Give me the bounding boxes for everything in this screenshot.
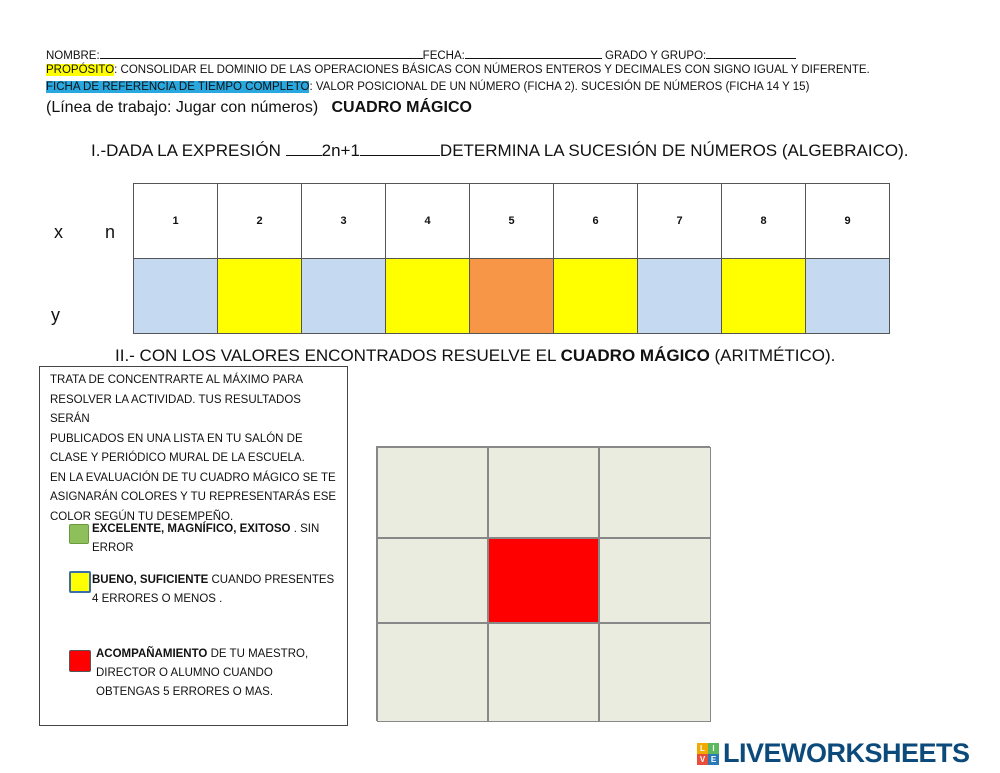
blank-2 — [360, 141, 440, 156]
ficha-text: : VALOR POSICIONAL DE UN NÚMERO (FICHA 2). SUCESIÓN DE NÚMEROS (FICHA 14 Y 15) — [309, 81, 810, 93]
legend-bueno-bold: BUENO, SUFICIENTE — [92, 574, 209, 586]
section2-instruction — [115, 346, 835, 366]
section1-instruction — [91, 141, 908, 161]
legend-acompanamiento-text2: DIRECTOR O ALUMNO CUANDO — [96, 667, 273, 679]
note-line: RESOLVER LA ACTIVIDAD. TUS RESULTADOS SERÁN — [50, 393, 301, 425]
logo-letter: V — [697, 754, 708, 765]
fecha-field[interactable] — [465, 47, 602, 59]
y-input-cell[interactable] — [134, 259, 218, 334]
blank-1 — [286, 141, 322, 156]
y-input-cell[interactable] — [722, 259, 806, 334]
n-cell: 1 — [134, 184, 218, 259]
magic-cell[interactable] — [599, 623, 711, 722]
label-y: y — [51, 305, 60, 325]
section2-bold: CUADRO MÁGICO — [560, 346, 710, 365]
n-cell: 6 — [554, 184, 638, 259]
magic-cell[interactable] — [377, 538, 488, 623]
legend-bueno-text: CUANDO PRESENTES — [208, 574, 335, 586]
n-cell: 7 — [638, 184, 722, 259]
magic-cell[interactable] — [488, 623, 599, 722]
n-cell: 9 — [806, 184, 890, 259]
cuadro-title: CUADRO MÁGICO — [331, 99, 472, 116]
header-line-ficha — [46, 81, 809, 93]
nombre-label: NOMBRE: — [46, 50, 100, 62]
y-row — [134, 259, 890, 334]
note-line: ASIGNARÁN COLORES Y TU REPRESENTARÁS ESE — [50, 491, 337, 503]
magic-cell[interactable] — [377, 623, 488, 722]
legend-acompanamiento — [96, 645, 308, 702]
label-n: n — [105, 222, 116, 242]
section2-suffix: (ARITMÉTICO). — [709, 346, 836, 365]
logo-text: LIVEWORKSHEETS — [723, 738, 970, 768]
legend-bueno — [92, 571, 334, 609]
magic-cell[interactable] — [488, 447, 599, 538]
y-input-cell[interactable] — [302, 259, 386, 334]
magic-cell[interactable] — [599, 447, 711, 538]
proposito-label: PROPÓSITO — [46, 64, 115, 76]
legend-excelente-bold: EXCELENTE, MAGNÍFICO, EXITOSO — [92, 523, 291, 535]
instructions-box — [39, 366, 348, 726]
label-x: x — [54, 222, 63, 242]
y-input-cell[interactable] — [554, 259, 638, 334]
fecha-label: FECHA: — [422, 50, 465, 62]
grado-label: GRADO Y GRUPO: — [605, 50, 707, 62]
n-cell: 4 — [386, 184, 470, 259]
note-line: CLASE Y PERIÓDICO MURAL DE LA ESCUELA. — [50, 452, 305, 464]
nombre-field[interactable] — [100, 47, 423, 59]
y-input-cell[interactable] — [806, 259, 890, 334]
linea-text: (Línea de trabajo: Jugar con números) — [46, 99, 319, 116]
logo-letter: I — [708, 743, 719, 754]
grado-field[interactable] — [706, 47, 796, 59]
y-input-cell[interactable] — [470, 259, 554, 334]
liveworksheets-logo — [697, 738, 970, 769]
yellow-swatch — [69, 571, 91, 593]
magic-cell[interactable] — [599, 538, 711, 623]
n-cell: 3 — [302, 184, 386, 259]
legend-excelente-text: . SIN — [290, 523, 320, 535]
ficha-label: FICHA DE REFERENCIA DE TIEMPO COMPLETO — [46, 81, 310, 93]
magic-cell-center[interactable] — [488, 538, 599, 623]
proposito-text: : CONSOLIDAR EL DOMINIO DE LAS OPERACIONES BÁSICAS CON NÚMEROS ENTEROS Y DECIMALES CON SIGNO IGUAL Y DIFERENTE. — [114, 64, 870, 76]
note-line: COLOR SEGÚN TU DESEMPEÑO. — [50, 510, 234, 523]
legend-excelente-text2: ERROR — [92, 542, 134, 554]
header-line-proposito — [46, 64, 870, 76]
y-input-cell[interactable] — [218, 259, 302, 334]
section1-suffix: DETERMINA LA SUCESIÓN DE NÚMEROS (ALGEBRAICO). — [439, 141, 909, 160]
logo-mark-icon — [697, 743, 719, 765]
y-input-cell[interactable] — [386, 259, 470, 334]
magic-cell[interactable] — [377, 447, 488, 538]
section2-prefix: II.- CON LOS VALORES ENCONTRADOS RESUELVE EL — [115, 346, 561, 365]
red-swatch — [69, 650, 91, 672]
note-line: TRATA DE CONCENTRARTE AL MÁXIMO PARA — [50, 374, 304, 386]
note-line: EN LA EVALUACIÓN DE TU CUADRO MÁGICO SE TE — [50, 471, 336, 484]
y-input-cell[interactable] — [638, 259, 722, 334]
n-cell: 5 — [470, 184, 554, 259]
sequence-table — [133, 183, 890, 334]
legend-excelente — [92, 520, 319, 558]
note-line: PUBLICADOS EN UNA LISTA EN TU SALÓN DE — [50, 432, 303, 445]
header-line-linea — [46, 99, 472, 117]
legend-acompanamiento-text3: OBTENGAS 5 ERRORES O MAS. — [96, 686, 274, 698]
green-swatch — [69, 524, 89, 544]
legend-bueno-text2: 4 ERRORES O MENOS . — [92, 593, 223, 605]
section1-prefix: I.-DADA LA EXPRESIÓN — [91, 141, 286, 160]
n-cell: 2 — [218, 184, 302, 259]
logo-letter: E — [708, 754, 719, 765]
n-cell: 8 — [722, 184, 806, 259]
header-line-1 — [46, 47, 796, 62]
legend-acompanamiento-bold: ACOMPAÑAMIENTO — [96, 648, 208, 660]
n-row — [134, 184, 890, 259]
section1-expression: 2n+1 — [321, 141, 360, 160]
logo-letter: L — [697, 743, 708, 754]
legend-acompanamiento-text: DE TU MAESTRO, — [207, 648, 309, 660]
magic-square — [376, 446, 710, 721]
